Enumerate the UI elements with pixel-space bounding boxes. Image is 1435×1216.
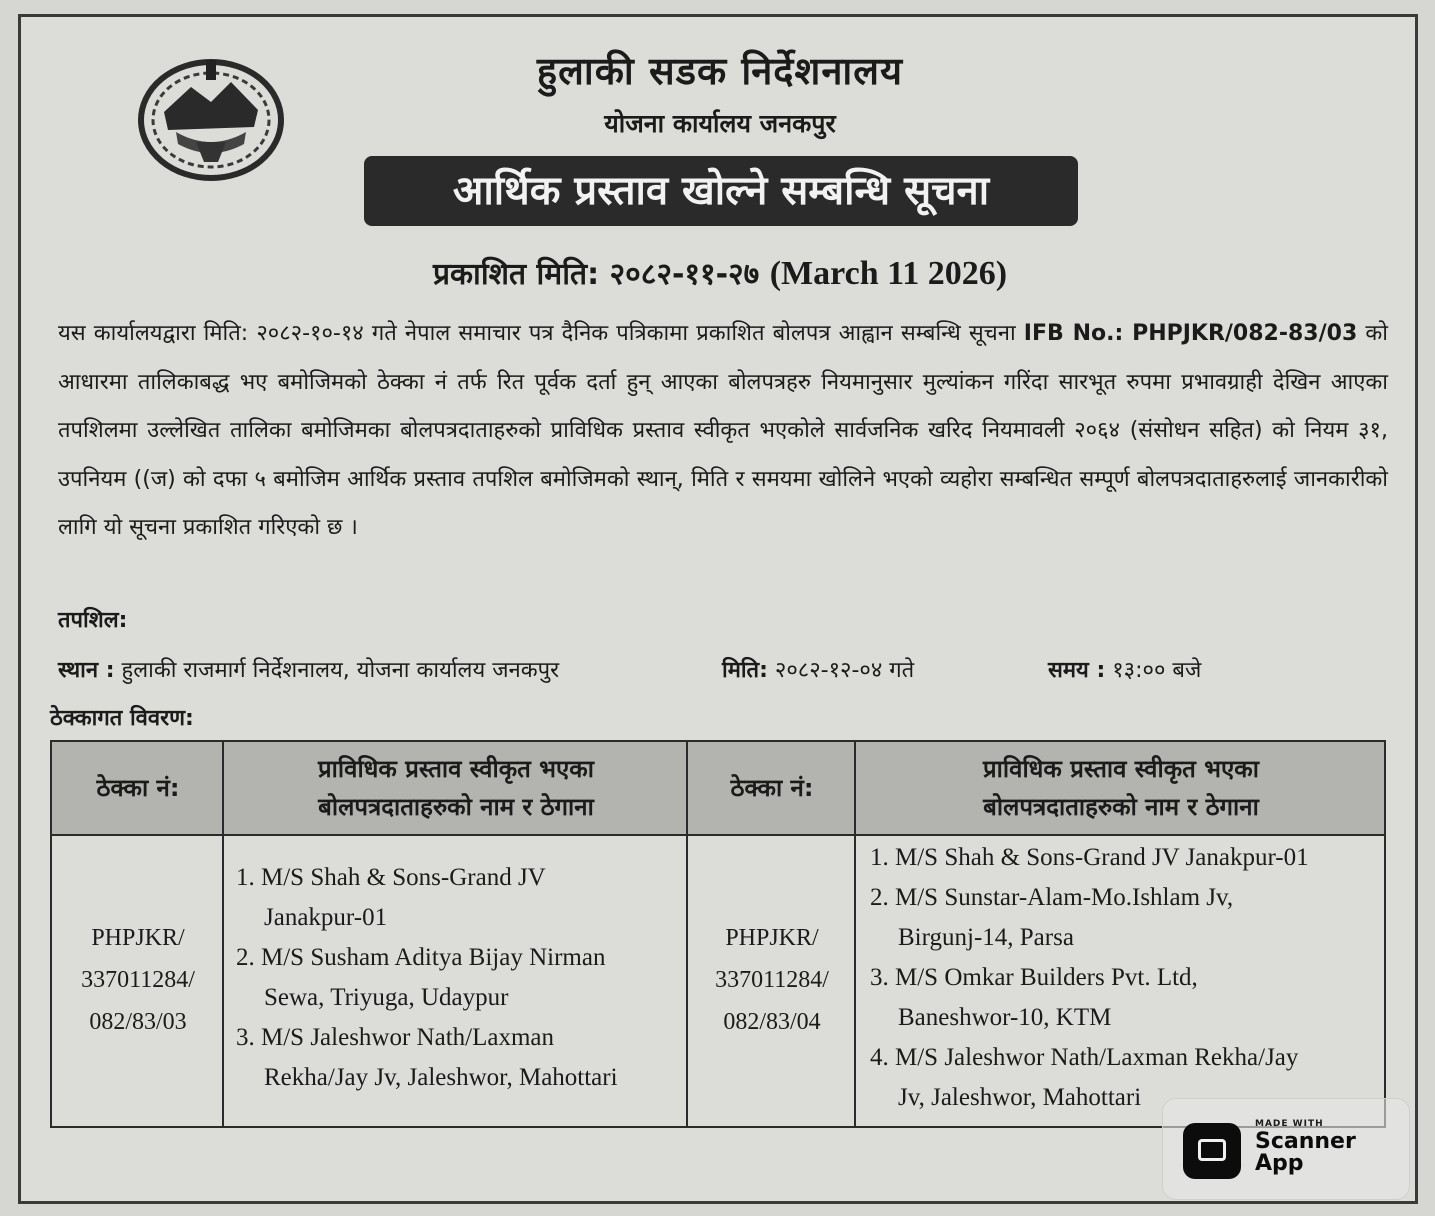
- notice-body: [58, 310, 1388, 553]
- place-info: [58, 654, 559, 684]
- header-contract-no-2: ठेक्का नं:: [730, 774, 814, 802]
- list-item: 2. M/S Susham Aditya Bijay Nirman Sewa, Triyuga, Udaypur: [236, 944, 606, 1011]
- office-subtitle: योजना कार्यालय जनकपुर: [604, 109, 836, 138]
- contracts-table: [50, 740, 1386, 1128]
- contract-no-cell-2: PHPJKR/ 337011284/ 082/83/04: [715, 925, 829, 1035]
- contract-no-cell-1: PHPJKR/ 337011284/ 082/83/03: [81, 925, 195, 1035]
- date-info: [722, 654, 914, 684]
- nepal-government-emblem-icon: [136, 52, 286, 182]
- time-label: समय :: [1048, 658, 1106, 683]
- header-contract-no-1: ठेक्का नं:: [96, 774, 180, 802]
- details-heading: तपशिल:: [58, 608, 128, 633]
- date-label: मिति:: [722, 658, 768, 683]
- contract-details-heading: ठेक्कागत विवरण:: [50, 706, 194, 731]
- ifb-number: IFB No.: PHPJKR/082-83/03: [1023, 321, 1358, 346]
- notice-banner: आर्थिक प्रस्ताव खोल्ने सम्बन्धि सूचना: [364, 156, 1078, 226]
- list-item: 1. M/S Shah & Sons-Grand JV Janakpur-01: [236, 864, 546, 931]
- publication-date-en: (March 11 2026): [769, 255, 1008, 292]
- list-item: 3. M/S Omkar Builders Pvt. Ltd, Baneshwor-10, KTM: [870, 964, 1198, 1031]
- body-part2: को आधारमा तालिकाबद्ध भए बमोजिमको ठेक्का नं तर्फ रित पूर्वक दर्ता हुन् आएका बोलपत्रहरु नियमानुसार मुल्यांकन गरिंदा सारभूत रुपमा प्रभावग्राही देखिन आएका तपशिलमा उल्लेखित तालिका बमोजिमका बोलपत्रदाताहरुको प्राविधिक प्रस्ताव स्वीकृत भएकोले सार्वजनिक खरिद नियमावली २०६४ (संसोधन सहित) को नियम ३१, उपनियम ((ज) को दफा ५ बमोजिम आर्थिक प्रस्ताव तपशिल बमोजिमको स्थान्, मिति र समयमा खोलिने भएको व्यहोरा सम्बन्धित सम्पूर्ण बोलपत्रदाताहरुलाई जानकारीको लागि यो सूचना प्रकाशित गरिएको छ ।: [58, 321, 1388, 540]
- publication-date-np: प्रकाशित मिति: २०८२-११-२७: [432, 257, 760, 292]
- date-value: २०८२-१२-०४ गते: [767, 658, 915, 683]
- list-item: 1. M/S Shah & Sons-Grand JV Janakpur-01: [870, 844, 1309, 871]
- list-item: 3. M/S Jaleshwor Nath/Laxman Rekha/Jay Jv, Jaleshwor, Mahottari: [236, 1024, 618, 1091]
- scanner-app-icon: [1183, 1123, 1241, 1179]
- publication-date: [300, 252, 1140, 293]
- bidders-list-1: [236, 858, 676, 1098]
- opening-info: [58, 654, 1358, 688]
- made-with-label: MADE WITH: [1255, 1119, 1324, 1129]
- office-title: हुलाकी सडक निर्देशनालय: [536, 49, 904, 93]
- time-info: [1048, 654, 1201, 684]
- header-bidders-1: प्राविधिक प्रस्ताव स्वीकृत भएका बोलपत्रदाताहरुको नाम र ठेगाना: [318, 755, 594, 821]
- place-label: स्थान :: [58, 658, 115, 683]
- place-value: हुलाकी राजमार्ग निर्देशनालय, योजना कार्यालय जनकपुर: [114, 658, 560, 683]
- time-value: १३:०० बजे: [1105, 658, 1202, 683]
- list-item: 4. M/S Jaleshwor Nath/Laxman Rekha/Jay Jv, Jaleshwor, Mahottari: [870, 1044, 1299, 1111]
- list-item: 2. M/S Sunstar-Alam-Mo.Ishlam Jv, Birgunj-14, Parsa: [870, 884, 1234, 951]
- bidders-list-2: [870, 838, 1380, 1118]
- scanner-app-name: Scanner App: [1255, 1129, 1356, 1176]
- scanner-app-badge: [1162, 1098, 1410, 1200]
- body-part1: यस कार्यालयद्वारा मिति: २०८२-१०-१४ गते नेपाल समाचार पत्र दैनिक पत्रिकामा प्रकाशित बोलपत्र आह्वान सम्बन्धि सूचना: [58, 321, 1024, 346]
- header-bidders-2: प्राविधिक प्रस्ताव स्वीकृत भएका बोलपत्रदाताहरुको नाम र ठेगाना: [983, 755, 1259, 821]
